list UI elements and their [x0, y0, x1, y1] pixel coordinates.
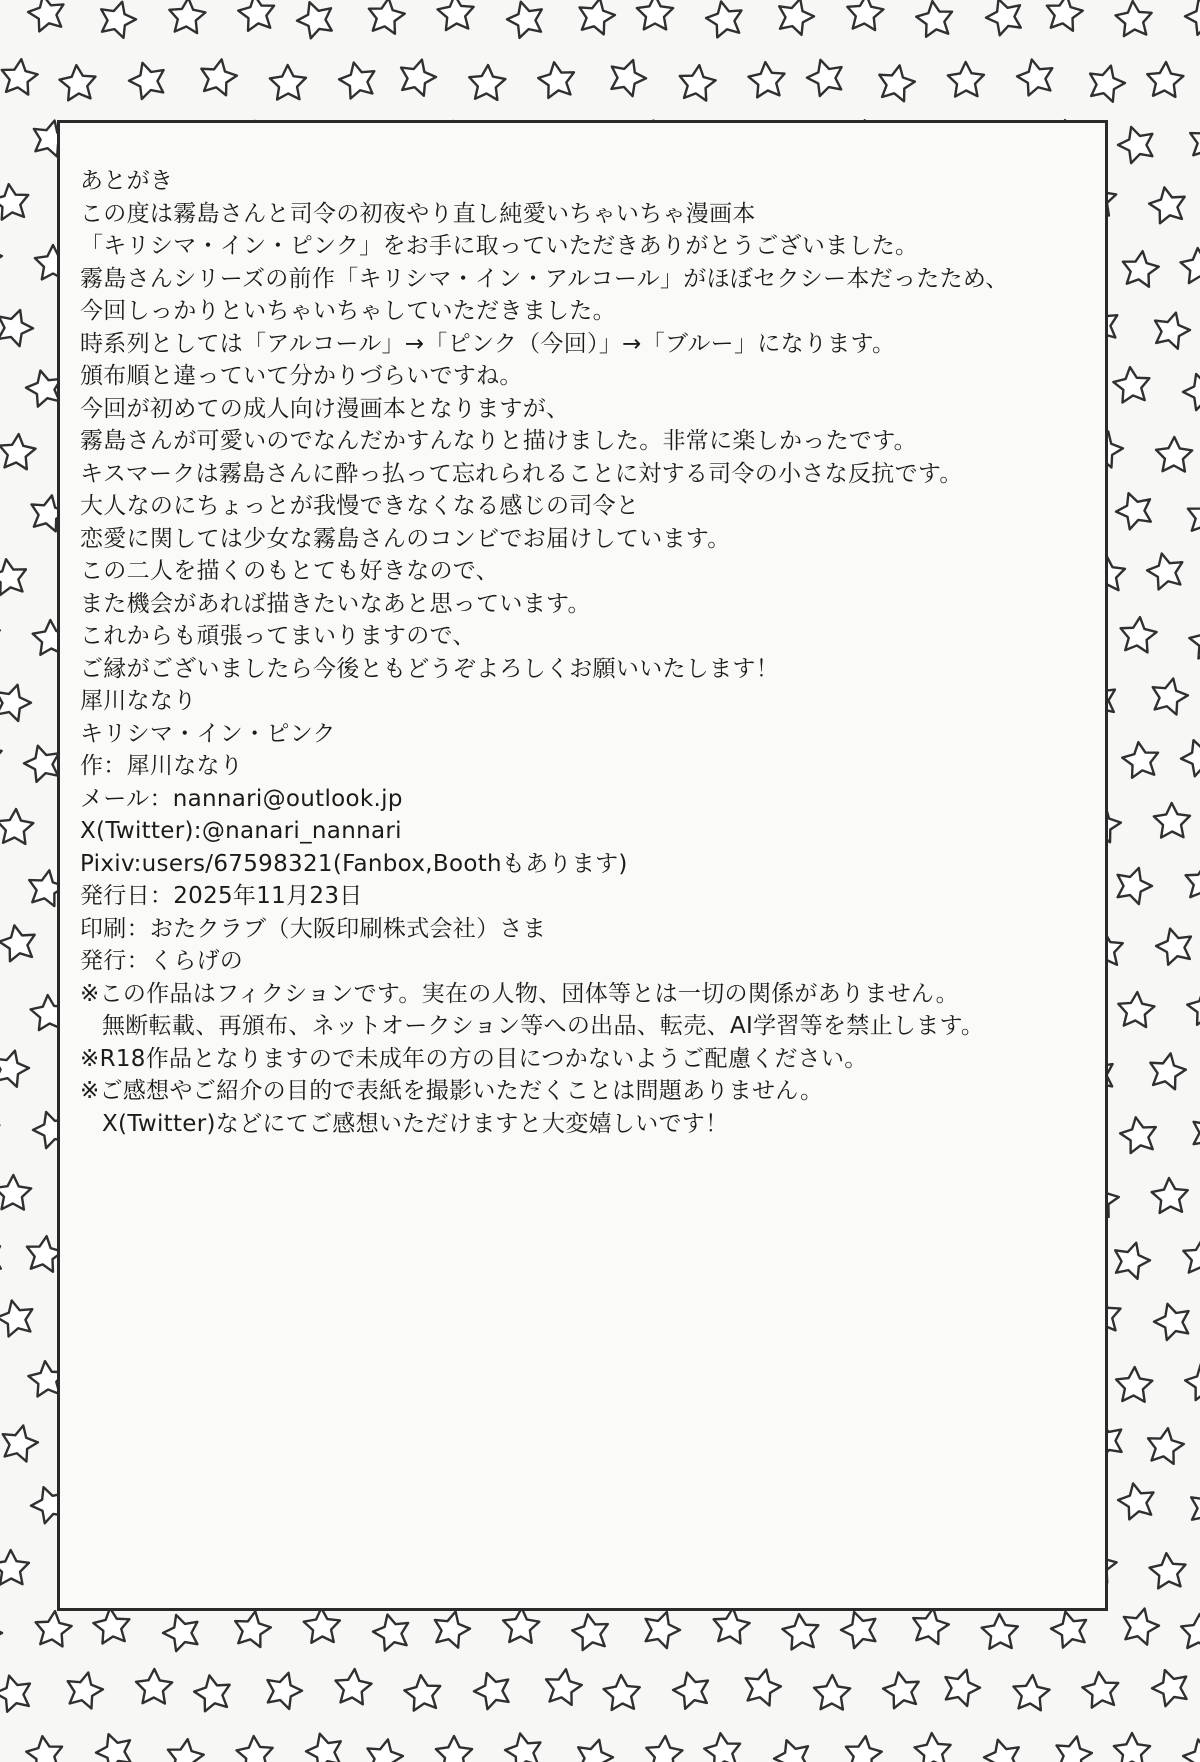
star-outline-icon	[25, 0, 68, 33]
star-outline-icon	[0, 1234, 7, 1279]
star-outline-icon	[58, 63, 97, 100]
star-outline-icon	[366, 0, 407, 35]
colophon-pixiv: Pixiv:users/67598321(Fanbox,Boothもあります)	[80, 850, 628, 877]
star-outline-icon	[1111, 487, 1157, 532]
star-outline-icon	[303, 1607, 340, 1643]
star-outline-icon	[1117, 991, 1156, 1028]
afterword-line: この二人を描くのもとても好きなので、	[80, 558, 499, 584]
star-outline-icon	[1183, 1361, 1200, 1401]
notice-line: ※ご感想やご紹介の目的で表紙を撮影いただくことは問題ありません。	[80, 1078, 824, 1104]
star-outline-icon	[1048, 1607, 1091, 1649]
star-outline-icon	[430, 1607, 473, 1649]
star-outline-icon	[677, 63, 717, 102]
star-outline-icon	[1044, 0, 1085, 32]
star-outline-icon	[1179, 368, 1200, 412]
afterword-text	[80, 165, 1080, 1140]
star-outline-icon	[639, 1606, 684, 1650]
star-outline-icon	[502, 1730, 545, 1762]
star-outline-icon	[1185, 496, 1200, 535]
star-outline-icon	[1111, 862, 1156, 906]
star-outline-icon	[0, 556, 29, 596]
star-outline-icon	[1144, 549, 1187, 591]
star-outline-icon	[670, 1668, 714, 1711]
star-outline-icon	[261, 1668, 306, 1711]
star-outline-icon	[1181, 0, 1200, 37]
afterword-frame	[57, 120, 1108, 1611]
star-outline-icon	[605, 54, 650, 98]
afterword-line: 今回しっかりといちゃいちゃしていただきました。	[80, 298, 616, 324]
star-outline-icon	[637, 0, 673, 29]
star-outline-icon	[0, 1671, 35, 1714]
star-outline-icon	[1176, 734, 1200, 779]
star-outline-icon	[0, 57, 39, 96]
star-outline-icon	[1154, 803, 1191, 838]
star-outline-icon	[63, 1668, 106, 1710]
star-outline-icon	[302, 1729, 346, 1762]
star-outline-icon	[939, 1665, 984, 1708]
colophon-date: 発行日：2025年11月23日	[80, 883, 363, 909]
star-outline-icon	[846, 0, 885, 31]
star-outline-icon	[747, 60, 786, 97]
notice-line: ※R18作品となりますので未成年の方の目につかないようご配慮ください。	[80, 1045, 868, 1072]
star-outline-icon	[136, 1669, 173, 1704]
star-outline-icon	[270, 65, 307, 100]
colophon-printer: 印刷：おたクラブ（大阪印刷株式会社）さま	[80, 915, 546, 942]
star-outline-icon	[1185, 1485, 1200, 1528]
star-outline-icon	[1118, 615, 1158, 653]
star-outline-icon	[0, 1421, 41, 1463]
star-outline-icon	[1148, 1551, 1187, 1588]
star-outline-icon	[1153, 924, 1197, 967]
star-outline-icon	[1146, 1050, 1188, 1091]
star-outline-icon	[1150, 308, 1194, 351]
star-outline-icon	[1180, 1736, 1200, 1762]
star-outline-icon	[159, 1609, 204, 1653]
star-outline-icon	[702, 1731, 743, 1762]
star-outline-icon	[95, 0, 139, 40]
afterword-line: 今回が初めての成人向け漫画本となりますが、	[80, 395, 570, 422]
star-outline-icon	[1150, 1299, 1195, 1342]
star-outline-icon	[1147, 184, 1189, 225]
star-outline-icon	[168, 0, 207, 34]
star-outline-icon	[910, 1605, 952, 1645]
star-outline-icon	[1151, 1177, 1189, 1213]
star-outline-icon	[781, 1612, 821, 1650]
star-outline-icon	[1182, 1238, 1200, 1275]
star-outline-icon	[0, 182, 31, 221]
star-outline-icon	[881, 1669, 923, 1710]
star-outline-icon	[843, 1734, 884, 1762]
star-outline-icon	[1145, 1425, 1186, 1465]
star-outline-icon	[503, 0, 547, 40]
afterword-line: この度は霧島さんと司令の初夜やり直し純愛いちゃいちゃ漫画本	[80, 200, 756, 227]
star-outline-icon	[703, 0, 746, 39]
star-outline-icon	[543, 1666, 584, 1706]
star-outline-icon	[0, 808, 34, 844]
star-outline-icon	[91, 1728, 137, 1762]
star-outline-icon	[363, 1736, 406, 1762]
star-outline-icon	[0, 1609, 6, 1653]
afterword-line: ご縁がございましたら今後ともどうぞよろしくお願いいたします！	[80, 655, 779, 682]
star-outline-icon	[914, 1732, 953, 1762]
star-outline-icon	[1148, 674, 1191, 716]
star-outline-icon	[570, 1611, 612, 1651]
star-outline-icon	[980, 1735, 1024, 1762]
star-outline-icon	[1120, 740, 1161, 779]
star-outline-icon	[0, 1296, 37, 1338]
star-outline-icon	[536, 59, 577, 99]
afterword-line: 大人なのにちょっとが我慢できなくなる感じの司令と	[80, 493, 640, 519]
star-outline-icon	[1119, 1604, 1162, 1646]
star-outline-icon	[572, 1735, 616, 1762]
star-outline-icon	[1146, 61, 1184, 97]
afterword-line: 霧島さんシリーズの前作「キリシマ・イン・アルコール」がほぼセクシー本だったため、	[80, 265, 1009, 292]
colophon-author: 作：犀川ななり	[80, 753, 244, 779]
star-outline-icon	[125, 58, 170, 101]
star-outline-icon	[292, 0, 338, 41]
star-outline-icon	[436, 1736, 472, 1762]
star-outline-icon	[0, 680, 35, 723]
afterword-line: キスマークは霧島さんに酔っ払って忘れられることに対する司令の小さな反抗です。	[80, 460, 963, 487]
star-outline-icon	[1085, 61, 1129, 104]
star-outline-icon	[1081, 1670, 1121, 1709]
star-outline-icon	[1109, 1238, 1153, 1281]
star-outline-icon	[236, 0, 277, 32]
star-outline-icon	[1180, 247, 1200, 284]
star-outline-icon	[948, 62, 985, 97]
star-outline-icon	[92, 1606, 132, 1644]
star-outline-icon	[981, 1613, 1018, 1649]
star-outline-icon	[165, 1737, 206, 1762]
star-outline-icon	[0, 1112, 2, 1150]
star-outline-icon	[1187, 1109, 1200, 1153]
star-outline-icon	[1114, 1733, 1150, 1762]
star-outline-icon	[0, 236, 5, 277]
afterword-heading: あとがき	[80, 168, 174, 194]
star-outline-icon	[803, 55, 848, 98]
star-outline-icon	[0, 1046, 32, 1089]
star-outline-icon	[1188, 621, 1200, 659]
notice-line: 無断転載、再頒布、ネットオークション等への出品、転売、AI学習等を禁止します。	[102, 1013, 985, 1039]
afterword-line: 霧島さんが可愛いのでなんだかすんなりと描けました。非常に楽しかったです。	[80, 428, 917, 454]
afterword-signature: 犀川ななり	[80, 688, 197, 714]
star-outline-icon	[1187, 120, 1200, 160]
star-outline-icon	[769, 1734, 815, 1762]
afterword-line: これからも頑張ってまいりますので、	[80, 623, 476, 649]
colophon-mail: メール：nannari@outlook.jp	[80, 785, 403, 812]
star-outline-icon	[575, 0, 618, 36]
star-outline-icon	[645, 1735, 684, 1762]
star-outline-icon	[1052, 1733, 1095, 1762]
notice-line: X(Twitter)などにてご感想いただけますと大変嬉しいです！	[102, 1110, 729, 1137]
star-outline-icon	[1120, 249, 1161, 288]
star-outline-icon	[1156, 437, 1193, 472]
star-outline-icon	[741, 1665, 784, 1707]
star-outline-icon	[192, 1672, 234, 1713]
star-outline-icon	[711, 1606, 751, 1644]
notice-line: ※この作品はフィクションです。実在の人物、団体等とは一切の関係がありません。	[80, 980, 959, 1007]
star-outline-icon	[981, 0, 1027, 38]
star-outline-icon	[502, 1607, 539, 1643]
colophon-twitter: X(Twitter):@nanari_nannari	[80, 818, 402, 844]
afterword-line: また機会があれば描きたいなあと思っています。	[80, 590, 591, 617]
colophon-publisher: 発行：くらげの	[80, 948, 244, 974]
star-outline-icon	[1012, 1673, 1051, 1710]
star-outline-icon	[1014, 55, 1057, 97]
star-outline-icon	[33, 1609, 73, 1647]
star-outline-icon	[24, 1734, 65, 1762]
star-outline-icon	[1118, 1114, 1160, 1154]
star-outline-icon	[0, 738, 3, 775]
star-outline-icon	[336, 58, 379, 100]
star-outline-icon	[814, 1675, 851, 1710]
star-outline-icon	[1112, 365, 1152, 403]
star-outline-icon	[1115, 1480, 1158, 1521]
star-outline-icon	[1148, 1664, 1193, 1708]
afterword-line: 「キリシマ・イン・ピンク」をお手に取っていただきありがとうございました。	[80, 233, 919, 259]
star-outline-icon	[0, 1550, 29, 1585]
star-outline-icon	[396, 55, 440, 98]
star-outline-icon	[236, 1735, 275, 1762]
star-outline-icon	[603, 1674, 641, 1710]
star-outline-icon	[0, 304, 37, 348]
star-outline-icon	[0, 432, 37, 469]
star-outline-icon	[875, 62, 917, 103]
star-outline-icon	[773, 0, 817, 37]
star-outline-icon	[1180, 1613, 1200, 1649]
star-outline-icon	[1114, 121, 1159, 165]
afterword-line: 時系列としては「アルコール」→「ピンク（今回）」→「ブルー」になります。	[80, 330, 896, 357]
star-outline-icon	[334, 1667, 373, 1704]
star-outline-icon	[0, 611, 2, 651]
star-outline-icon	[837, 1606, 882, 1650]
star-outline-icon	[0, 922, 39, 963]
star-outline-icon	[370, 1610, 413, 1652]
star-outline-icon	[0, 1175, 31, 1210]
colophon-title: キリシマ・イン・ピンク	[80, 720, 336, 747]
star-outline-icon	[1115, 0, 1154, 37]
star-outline-icon	[468, 64, 506, 100]
star-outline-icon	[1183, 862, 1200, 900]
star-outline-icon	[403, 1673, 443, 1712]
star-outline-icon	[197, 56, 239, 97]
star-outline-icon	[914, 0, 955, 38]
star-outline-icon	[437, 0, 476, 31]
afterword-line: 頒布順と違っていて分かりづらいですね。	[80, 363, 523, 389]
star-outline-icon	[1115, 1366, 1152, 1402]
star-outline-icon	[232, 1608, 274, 1648]
star-outline-icon	[470, 1667, 515, 1711]
afterword-line: 恋愛に関しては少女な霧島さんのコンビでお届けしています。	[80, 525, 731, 552]
star-outline-icon	[1185, 987, 1200, 1026]
